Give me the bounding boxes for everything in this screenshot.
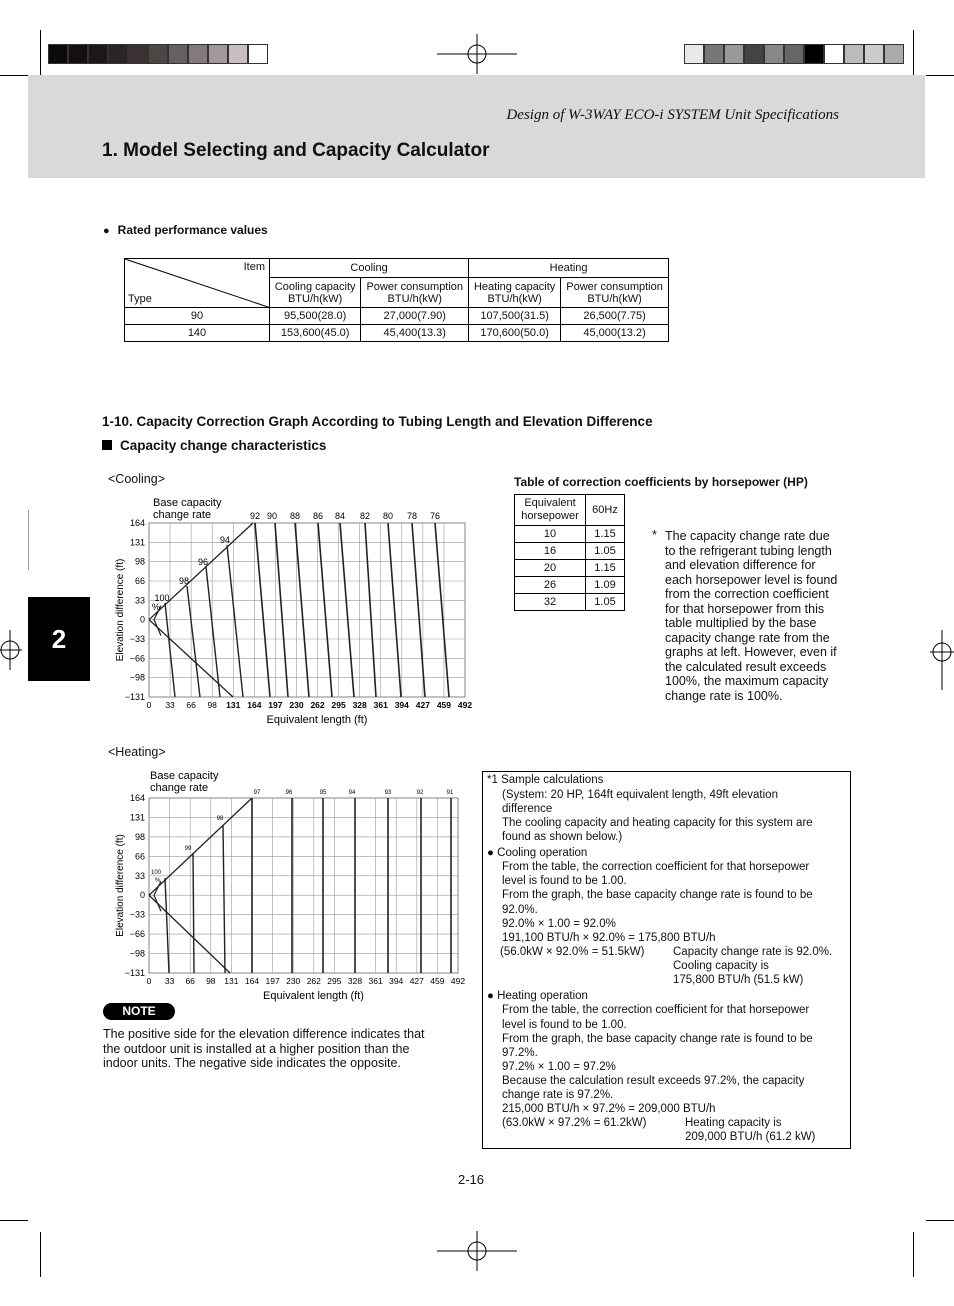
crop-mark <box>913 1232 914 1277</box>
x-tick-label: 131 <box>226 700 241 710</box>
x-tick-label: 492 <box>457 700 473 710</box>
cooling-chart-label: <Cooling> <box>108 472 165 486</box>
y-tick-label: −66 <box>129 929 145 940</box>
x-tick-label: 394 <box>394 700 409 710</box>
percent-label: % <box>155 878 161 884</box>
x-tick-label: 197 <box>268 700 283 710</box>
heating-chart <box>105 765 485 1005</box>
plot-area <box>149 798 458 973</box>
y-tick-label: −131 <box>124 968 145 978</box>
x-tick-label: 328 <box>347 976 363 986</box>
x-axis-label: Equivalent length (ft) <box>266 714 368 726</box>
coef-table-title: Table of correction coefficients by horsepower (HP) <box>514 475 808 489</box>
x-tick-label: 98 <box>206 976 216 986</box>
crop-mark <box>926 75 954 76</box>
y-tick-label: 164 <box>129 793 145 803</box>
y-tick-label: −98 <box>129 948 145 959</box>
curve-label: 98 <box>216 816 224 822</box>
table-row: 16 1.05 <box>515 543 625 560</box>
chapter-tab: 2 <box>28 597 90 681</box>
cooling-power-header: Power consumption BTU/h(kW) <box>361 278 469 308</box>
table-row: 32 1.05 <box>515 594 625 611</box>
grayscale-bar-right <box>684 44 904 64</box>
x-tick-label: 66 <box>185 976 195 986</box>
x-tick-label: 262 <box>306 976 321 986</box>
crop-mark <box>0 75 28 76</box>
page-number: 2-16 <box>458 1172 485 1187</box>
correction-coefficient-table: Equivalent horsepower 60Hz 10 1.15 16 1.05 20 1.15 26 1.09 32 1.05 <box>514 494 625 611</box>
y-tick-label: −131 <box>124 692 145 702</box>
y-tick-label: 33 <box>134 595 145 606</box>
table-row: 10 1.15 <box>515 526 625 543</box>
cooling-header: Cooling <box>270 259 469 278</box>
y-tick-label: −33 <box>129 634 145 644</box>
header-band <box>28 75 925 178</box>
curve-label: 91 <box>446 790 454 796</box>
curve-label: 94 <box>348 790 356 796</box>
x-tick-label: 459 <box>430 976 445 986</box>
table-row: 90 95,500(28.0) 27,000(7.90) 107,500(31.5) 26,500(7.75) <box>125 308 669 325</box>
document-subtitle: Design of W-3WAY ECO-i SYSTEM Unit Specifications <box>506 107 839 123</box>
x-tick-label: 164 <box>244 976 260 986</box>
curve-label: 76 <box>429 511 441 521</box>
y-tick-label: 66 <box>134 576 145 586</box>
x-tick-label: 361 <box>368 976 383 986</box>
curve-label: 99 <box>184 846 192 852</box>
grayscale-bar-left <box>48 44 268 64</box>
crop-mark <box>926 1220 954 1221</box>
curve-label: 78 <box>406 511 418 521</box>
page-title: 1. Model Selecting and Capacity Calculator <box>102 140 490 161</box>
x-tick-label: 492 <box>450 976 466 986</box>
curve-label: 92 <box>249 511 261 521</box>
curve-label: 90 <box>266 511 278 521</box>
x-tick-label: 295 <box>331 700 346 710</box>
curve-label: 98 <box>178 576 190 586</box>
curve-label: 97 <box>253 790 261 796</box>
base-capacity-label: Base capacity <box>150 770 219 782</box>
x-tick-label: 427 <box>409 976 424 986</box>
curve-label: 96 <box>197 557 209 567</box>
x-tick-label: 66 <box>186 700 196 710</box>
x-tick-label: 131 <box>224 976 239 986</box>
x-tick-label: 328 <box>352 700 367 710</box>
x-tick-label: 98 <box>207 700 217 710</box>
sample-calculations-box: *1 Sample calculations (System: 20 HP, 164ft equivalent length, 49ft elevation difference The cooling capacity and heating capacity for this system are found as shown below.) ● Cooling operation From the table, the correction coefficient for that horsepower level is found to be 1.00. From the graph, the base capacity change rate is found to be 92.0%. 92.0% × 1.00 = 92.0% 191,100 BTU/h × 92.0% = 175,800 BTU/h (56.0kW × 92.0% = 51.5kW) Capacity change rate is 92.0%. Cooling capacity is 175,800 BTU/h (51.5 kW) ● Heating operation From the table, the correction coefficient for that horsepower level is found to be 1.00. From the graph, the base capacity change rate is found to be 97.2%. 97.2% × 1.00 = 97.2% Because the calculation result exceeds 97.2%, the capacity change rate is 97.2%. 215,000 BTU/h × 97.2% = 209,000 BTU/h (63.0kW × 97.2% = 61.2kW) Heating capacity is 209,000 BTU/h (61.2 kW) <box>482 771 851 1149</box>
y-axis-label: Elevation difference (ft) <box>115 558 126 662</box>
heating-header: Heating <box>469 259 669 278</box>
x-tick-label: 164 <box>247 700 262 710</box>
x-tick-label: 33 <box>165 700 175 710</box>
x-tick-label: 33 <box>164 976 175 986</box>
x-tick-label: 295 <box>327 976 342 986</box>
x-tick-label: 262 <box>310 700 325 710</box>
curve-label: 84 <box>334 511 346 521</box>
y-tick-label: 66 <box>134 851 145 862</box>
section-subheading: Capacity change characteristics <box>102 438 326 453</box>
y-axis-label: Elevation difference (ft) <box>115 834 126 937</box>
curve-label: 95 <box>319 790 327 796</box>
cooling-capacity-header: Cooling capacity BTU/h(kW) <box>270 278 361 308</box>
registration-mark-right <box>930 630 954 690</box>
crop-mark <box>0 1220 28 1221</box>
footnote-text: The capacity change rate due to the refrigerant tubing length and elevation difference for each horsepower level is found from the correction coefficient for that horsepower from this table multiplied by the base capacity change rate from the graphs at left. However, even if the calculated result exceeds 100%, the maximum capacity change rate is 100%. <box>665 529 838 703</box>
x-tick-label: 361 <box>373 700 388 710</box>
base-capacity-label: change rate <box>150 782 209 794</box>
y-tick-label: 164 <box>129 518 145 528</box>
curve-label: 96 <box>285 790 293 796</box>
registration-mark-left <box>0 630 22 670</box>
table-row: 26 1.09 <box>515 577 625 594</box>
curve-label: 93 <box>384 790 392 796</box>
rated-heading: ● Rated performance values <box>103 223 268 237</box>
y-tick-label: 131 <box>129 537 145 548</box>
y-tick-label: −66 <box>129 653 145 664</box>
y-tick-label: −98 <box>129 672 145 683</box>
x-tick-label: 394 <box>389 976 404 986</box>
table-corner-cell: Item Type <box>125 259 270 308</box>
x-tick-label: 230 <box>286 976 301 986</box>
x-tick-label: 197 <box>265 976 280 986</box>
curve-label: 100 <box>154 593 170 603</box>
y-tick-label: −33 <box>129 909 145 920</box>
table-row: 20 1.15 <box>515 560 625 577</box>
curve-label: 86 <box>312 511 324 521</box>
heating-capacity-header: Heating capacity BTU/h(kW) <box>469 278 561 308</box>
footnote-star: * <box>652 528 657 542</box>
note-text: The positive side for the elevation difference indicates that the outdoor unit is installed at a higher position than the indoor units. The negative side indicates the opposite. <box>103 1027 425 1070</box>
y-tick-label: 131 <box>129 812 145 823</box>
crop-mark <box>40 30 41 75</box>
divider <box>28 510 29 570</box>
curve-label: 88 <box>289 511 301 521</box>
curve-label: 80 <box>382 511 394 521</box>
y-tick-label: 98 <box>134 556 145 567</box>
base-capacity-label: change rate <box>153 509 212 521</box>
base-capacity-label: Base capacity <box>153 497 222 509</box>
curve-label: 94 <box>219 535 231 545</box>
capacity-curve <box>193 853 194 973</box>
heating-power-header: Power consumption BTU/h(kW) <box>561 278 669 308</box>
section-heading: 1-10. Capacity Correction Graph According to Tubing Length and Elevation Difference <box>102 414 653 429</box>
rated-performance-table <box>124 258 669 342</box>
crop-mark <box>913 30 914 75</box>
cooling-chart <box>105 490 485 740</box>
heating-chart-label: <Heating> <box>108 745 166 759</box>
y-tick-label: 33 <box>134 870 145 881</box>
y-tick-label: 0 <box>139 614 145 625</box>
curve-label: 92 <box>416 790 424 796</box>
x-tick-label: 459 <box>436 700 452 710</box>
x-tick-label: 427 <box>415 700 430 710</box>
y-tick-label: 0 <box>139 890 145 901</box>
y-tick-label: 98 <box>134 831 145 842</box>
table-row: 140 153,600(45.0) 45,400(13.3) 170,600(50.0) 45,000(13.2) <box>125 325 669 342</box>
curve-label: 100 <box>150 870 162 876</box>
curve-label: 82 <box>359 511 371 521</box>
x-tick-label: 0 <box>146 976 152 986</box>
registration-mark-bottom <box>437 1231 517 1271</box>
percent-label: % <box>152 602 161 612</box>
registration-mark-top <box>437 34 517 74</box>
x-tick-label: 230 <box>289 700 304 710</box>
crop-mark <box>40 1232 41 1277</box>
note-badge: NOTE <box>103 1003 175 1020</box>
x-axis-label: Equivalent length (ft) <box>263 990 364 1002</box>
x-tick-label: 0 <box>146 700 152 710</box>
